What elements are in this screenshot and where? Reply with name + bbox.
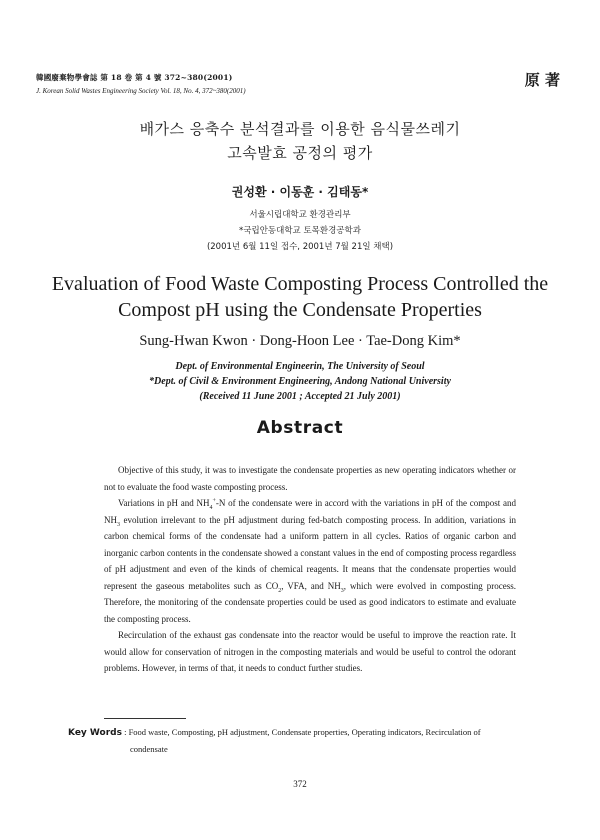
english-affiliation-1: Dept. of Environmental Engineerin, The University of Seoul [175,361,425,372]
keywords [68,725,538,757]
abstract-p2-segment: -N of the condensate were in accord with the variations in pH of the compost and NH [104,498,516,525]
abstract-p2-segment: , which were evolved in composting process. Therefore, the monitoring of the condensate properties could be used as good indicators to estimate and evaluate the composting process. [104,580,516,624]
abstract-paragraph-1: Objective of this study, it was to investigate the condensate properties as new operating indicators whether or not to evaluate the food waste composting process. [104,465,516,492]
abstract-body [104,462,516,677]
subscript: 3 [340,587,344,594]
footnote-divider [104,718,186,719]
keywords-label: Key Words [68,728,122,738]
subscript: 4 [209,504,213,511]
abstract-heading: Abstract [256,418,344,438]
article-type-label: 原 著 [524,71,560,89]
english-affiliation-2: *Dept. of Civil & Environment Engineering, Andong National University [149,376,451,387]
english-authors: Sung-Hwan Kwon · Dong-Hoon Lee · Tae-Dong Kim* [139,333,461,349]
journal-citation-korean: 韓國廢棄物學會誌 第 18 卷 第 4 號 372~380(2001) [36,73,233,82]
page-number: 372 [293,779,307,789]
keywords-list-continued: condensate [130,743,168,754]
korean-affiliation-2: *국립안동대학교 토목환경공학과 [239,226,361,236]
english-title-line1: Evaluation of Food Waste Composting Process Controlled the [51,273,549,295]
keywords-list: : Food waste, Composting, pH adjustment, Condensate properties, Operating indicators, Recirculation of [121,727,481,737]
abstract-p2-segment: Variations in pH and NH [118,498,210,508]
korean-authors: 권성환 · 이동훈 · 김태동* [231,185,369,199]
subscript: 3 [117,521,120,528]
abstract-paragraph-2 [104,495,516,627]
abstract-p2-segment: , VFA, and NH [281,580,341,591]
korean-title-line2: 고속발효 공정의 평가 [227,144,373,162]
subscript: 2 [278,587,282,594]
korean-affiliation-1: 서울시립대학교 환경관리부 [249,210,351,220]
abstract-paragraph-3: Recirculation of the exhaust gas condensate into the reactor would be useful to improve the reaction rate. It would allow for conservation of nitrogen in the composting materials and would be useful to control the odorant problems. However, in terms of that, it needs to conduct further studies. [104,630,516,673]
english-dates: (Received 11 June 2001 ; Accepted 21 July 2001) [199,391,401,402]
english-title-line2: Compost pH using the Condensate Properties [118,299,482,321]
korean-dates: (2001년 6월 11일 접수, 2001년 7월 21일 채택) [206,242,394,252]
journal-citation-english: J. Korean Solid Wastes Engineering Society Vol. 18, No. 4, 372~380(2001) [36,87,246,95]
superscript: + [212,498,216,504]
abstract-p2-segment: evolution irrelevant to the pH adjustment during fed-batch composting process. In addition, variations in carbon chemical forms of the condensate had a uniform pattern in all cycles. Ratios of organic carbon and inorganic carbon contents in the condensate showed a constant values in the end of composting process regardless of pH adjustment and even of the kinds of chemical reagents. It means that the condensate properties would represent the gaseous metabolites such as CO [104,514,516,591]
korean-title-line1: 배가스 응축수 분석결과를 이용한 음식물쓰레기 [139,120,461,138]
